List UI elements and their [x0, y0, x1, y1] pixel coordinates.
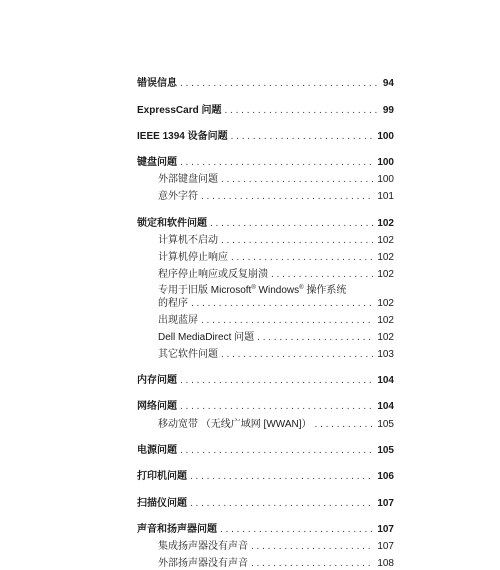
toc-page-number: 105: [377, 445, 394, 456]
toc-page-number: 99: [382, 105, 394, 116]
toc-subentry[interactable]: [158, 265, 394, 281]
toc-page-number: 102: [377, 235, 394, 246]
dot-leader: [190, 471, 374, 483]
toc-subentry[interactable]: [158, 415, 394, 431]
toc-page-number: 102: [377, 298, 394, 309]
dot-leader: [251, 558, 374, 570]
dot-leader: [180, 78, 377, 90]
toc-entry-label: 锁定和软件问题: [137, 218, 207, 229]
toc-section-entry[interactable]: [137, 153, 394, 169]
toc-entry-label: IEEE 1394 设备问题: [137, 131, 228, 142]
toc-subentry[interactable]: [158, 187, 394, 203]
toc-page-number: 100: [377, 157, 394, 168]
toc-entry-label: 出现蓝屏: [158, 315, 198, 326]
toc-page-number: 102: [377, 269, 394, 280]
toc-entry-label: 移动宽带 （无线广域网 [WWAN]）: [158, 419, 312, 430]
dot-leader: [180, 445, 374, 457]
dot-leader: [231, 131, 375, 143]
toc-subentry[interactable]: [158, 328, 394, 344]
dot-leader: [180, 401, 374, 413]
toc-page-number: 102: [377, 315, 394, 326]
dot-leader: [257, 332, 374, 344]
label-part: 操作系统: [303, 285, 347, 296]
dot-leader: [221, 174, 374, 186]
toc-subentry[interactable]: [158, 537, 394, 553]
toc-entry-label: 扫描仪问题: [137, 498, 187, 509]
toc-section-entry[interactable]: [137, 520, 394, 536]
toc-subentry[interactable]: [158, 311, 394, 327]
dot-leader: [191, 298, 374, 310]
toc-page-number: 103: [377, 349, 394, 360]
dot-leader: [271, 269, 374, 281]
toc-subentry[interactable]: [158, 248, 394, 264]
toc-section-entry[interactable]: [137, 74, 394, 90]
toc-entry-label: 电源问题: [137, 445, 177, 456]
toc-section-entry[interactable]: [137, 127, 394, 143]
toc-entry-label: 程序停止响应或反复崩溃: [158, 269, 268, 280]
registered-mark: ®: [251, 285, 256, 291]
dot-leader: [220, 524, 374, 536]
toc-entry-label: 网络问题: [137, 401, 177, 412]
registered-mark: ®: [299, 285, 304, 291]
dot-leader: [224, 105, 377, 117]
toc-page-number: 94: [382, 78, 394, 89]
dot-leader: [180, 157, 374, 169]
toc-entry-label: 外部扬声器没有声音: [158, 558, 248, 569]
dot-leader: [251, 541, 374, 553]
toc-subentry[interactable]: [158, 294, 394, 310]
dot-leader: [221, 235, 374, 247]
toc-section-entry[interactable]: [137, 214, 394, 230]
toc-entry-label: 的程序: [158, 298, 188, 309]
toc-subentry[interactable]: [158, 231, 394, 247]
toc-entry-label: ExpressCard 问题: [137, 105, 222, 116]
toc-page-number: 102: [377, 218, 394, 229]
toc-entry-label: 打印机问题: [137, 471, 187, 482]
toc-section-entry[interactable]: [137, 441, 394, 457]
toc-page-number: 107: [377, 541, 394, 552]
toc-entry-label: 内存问题: [137, 375, 177, 386]
dot-leader: [201, 191, 374, 203]
toc-page-number: 107: [377, 524, 394, 535]
label-part: Windows: [255, 285, 300, 296]
dot-leader: [231, 252, 374, 264]
dot-leader: [221, 349, 374, 361]
toc-entry-label: Dell MediaDirect 问题: [158, 332, 255, 343]
toc-page-number: 108: [377, 558, 394, 569]
toc-page-number: 106: [377, 471, 394, 482]
toc-entry-label: 计算机不启动: [158, 235, 218, 246]
label-part: 专用于旧版 Microsoft: [158, 285, 252, 296]
toc-page-number: 100: [377, 174, 394, 185]
toc-page-number: 104: [377, 375, 394, 386]
toc-entry-label: 其它软件问题: [158, 349, 218, 360]
toc-page-number: 102: [377, 332, 394, 343]
dot-leader: [180, 375, 374, 387]
dot-leader: [201, 315, 374, 327]
toc-entry-label: 错误信息: [137, 78, 177, 89]
toc-section-entry[interactable]: [137, 467, 394, 483]
toc-section-entry[interactable]: [137, 371, 394, 387]
toc-page-number: 102: [377, 252, 394, 263]
dot-leader: [315, 419, 375, 431]
toc-page-number: 100: [377, 131, 394, 142]
toc-entry-label: 声音和扬声器问题: [137, 524, 217, 535]
toc-entry-label: 计算机停止响应: [158, 252, 228, 263]
toc-subentry[interactable]: [158, 170, 394, 186]
dot-leader: [210, 218, 374, 230]
toc-entry-label: 外部键盘问题: [158, 174, 218, 185]
toc-entry-label: 键盘问题: [137, 157, 177, 168]
toc-entry-label: 集成扬声器没有声音: [158, 541, 248, 552]
toc-entry-label: 意外字符: [158, 191, 198, 202]
toc-subentry[interactable]: [158, 345, 394, 361]
toc-page-number: 105: [377, 419, 394, 430]
toc-page-number: 101: [377, 191, 394, 202]
dot-leader: [190, 498, 374, 510]
toc-section-entry[interactable]: [137, 494, 394, 510]
toc-section-entry[interactable]: [137, 397, 394, 413]
toc-page-number: 107: [377, 498, 394, 509]
toc-section-entry[interactable]: [137, 101, 394, 117]
toc-page-number: 104: [377, 401, 394, 412]
